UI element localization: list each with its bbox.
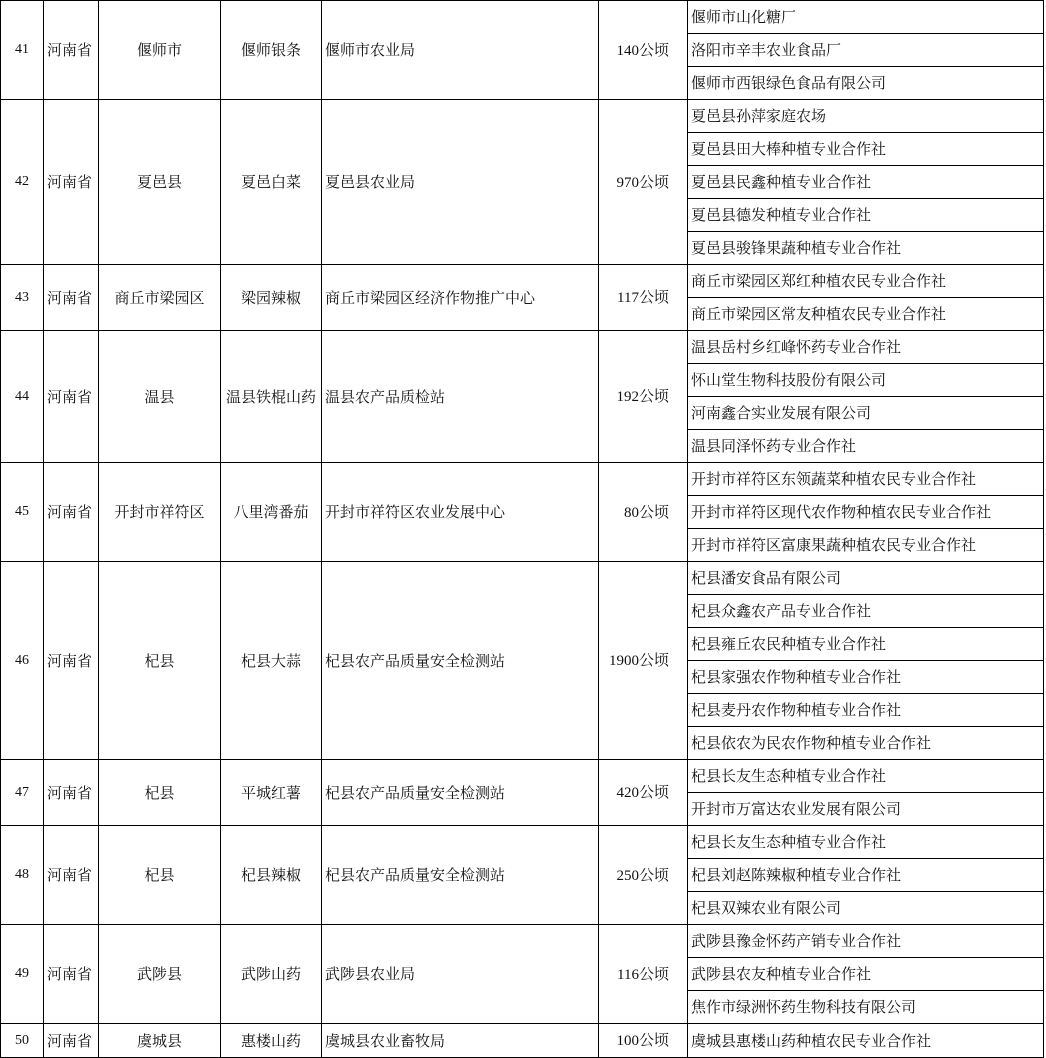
area-cell: 开封市祥符区	[99, 463, 221, 562]
enterprise-cell: 杞县依农为民农作物种植专业合作社	[688, 727, 1044, 760]
row-number: 47	[1, 760, 44, 826]
scale-unit: 公顷	[638, 865, 669, 884]
row-number: 42	[1, 100, 44, 265]
enterprise-cell: 开封市祥符区富康果蔬种植农民专业合作社	[688, 529, 1044, 562]
product-cell: 杞县辣椒	[221, 826, 322, 925]
area-cell: 温县	[99, 331, 221, 463]
scale-cell	[599, 1, 688, 100]
product-cell: 平城红薯	[221, 760, 322, 826]
scale-cell	[599, 1024, 688, 1058]
organization-cell: 虞城县农业畜牧局	[322, 1024, 599, 1058]
enterprise-cell: 偃师市西银绿色食品有限公司	[688, 67, 1044, 100]
scale-unit: 公顷	[638, 1031, 669, 1049]
province-cell: 河南省	[44, 331, 99, 463]
scale-unit: 公顷	[638, 502, 669, 521]
table-row	[1, 925, 1044, 958]
area-cell: 武陟县	[99, 925, 221, 1024]
enterprise-cell: 开封市祥符区现代农作物种植农民专业合作社	[688, 496, 1044, 529]
enterprise-cell: 温县同泽怀药专业合作社	[688, 430, 1044, 463]
enterprise-cell: 杞县双辣农业有限公司	[688, 892, 1044, 925]
enterprise-cell: 杞县众鑫农产品专业合作社	[688, 595, 1044, 628]
organization-cell: 夏邑县农业局	[322, 100, 599, 265]
scale-unit: 公顷	[638, 964, 669, 983]
scale-cell	[599, 562, 688, 760]
scale-cell	[599, 760, 688, 826]
scale-value: 140	[616, 42, 639, 59]
scale-cell	[599, 331, 688, 463]
enterprise-cell: 商丘市梁园区郑红种植农民专业合作社	[688, 265, 1044, 298]
scale-value: 420	[616, 785, 639, 801]
scale-value: 80	[623, 504, 639, 521]
table-row	[1, 331, 1044, 364]
scale-value: 1900	[608, 653, 639, 669]
province-cell: 河南省	[44, 1024, 99, 1058]
area-cell: 虞城县	[99, 1024, 221, 1058]
organization-cell: 杞县农产品质量安全检测站	[322, 826, 599, 925]
enterprise-cell: 开封市祥符区东领蔬菜种植农民专业合作社	[688, 463, 1044, 496]
organization-cell: 商丘市梁园区经济作物推广中心	[322, 265, 599, 331]
row-number: 41	[1, 1, 44, 100]
row-number: 45	[1, 463, 44, 562]
product-cell: 惠楼山药	[221, 1024, 322, 1058]
product-cell: 杞县大蒜	[221, 562, 322, 760]
province-cell: 河南省	[44, 562, 99, 760]
province-cell: 河南省	[44, 100, 99, 265]
scale-value: 100	[616, 1033, 639, 1049]
area-cell: 商丘市梁园区	[99, 265, 221, 331]
scale-cell	[599, 463, 688, 562]
scale-unit: 公顷	[638, 783, 669, 801]
enterprise-cell: 夏邑县骏锋果蔬种植专业合作社	[688, 232, 1044, 265]
organization-cell: 温县农产品质检站	[322, 331, 599, 463]
province-cell: 河南省	[44, 265, 99, 331]
scale-unit: 公顷	[638, 172, 669, 191]
scale-cell	[599, 826, 688, 925]
enterprise-cell: 杞县家强农作物种植专业合作社	[688, 661, 1044, 694]
table-row	[1, 1, 1044, 34]
enterprise-cell: 武陟县豫金怀药产销专业合作社	[688, 925, 1044, 958]
enterprise-cell: 虞城县惠楼山药种植农民专业合作社	[688, 1024, 1044, 1058]
table-row	[1, 760, 1044, 793]
row-number: 44	[1, 331, 44, 463]
table-row	[1, 1024, 1044, 1058]
product-cell: 八里湾番茄	[221, 463, 322, 562]
area-cell: 杞县	[99, 760, 221, 826]
province-cell: 河南省	[44, 1, 99, 100]
scale-unit: 公顷	[638, 288, 669, 306]
enterprise-cell: 杞县雍丘农民种植专业合作社	[688, 628, 1044, 661]
enterprise-cell: 温县岳村乡红峰怀药专业合作社	[688, 331, 1044, 364]
province-cell: 河南省	[44, 925, 99, 1024]
province-cell: 河南省	[44, 463, 99, 562]
scale-value: 192	[616, 389, 639, 405]
enterprise-cell: 杞县长友生态种植专业合作社	[688, 760, 1044, 793]
scale-value: 117	[617, 290, 639, 306]
product-cell: 温县铁棍山药	[221, 331, 322, 463]
enterprise-cell: 偃师市山化糖厂	[688, 1, 1044, 34]
enterprise-cell: 夏邑县孙萍家庭农场	[688, 100, 1044, 133]
table-row	[1, 463, 1044, 496]
organization-cell: 偃师市农业局	[322, 1, 599, 100]
enterprise-cell: 夏邑县德发种植专业合作社	[688, 199, 1044, 232]
enterprise-cell: 开封市万富达农业发展有限公司	[688, 793, 1044, 826]
enterprise-cell: 杞县麦丹农作物种植专业合作社	[688, 694, 1044, 727]
organization-cell: 杞县农产品质量安全检测站	[322, 760, 599, 826]
scale-unit: 公顷	[638, 651, 669, 669]
scale-unit: 公顷	[638, 40, 669, 59]
product-cell: 偃师银条	[221, 1, 322, 100]
enterprise-cell: 武陟县农友种植专业合作社	[688, 958, 1044, 991]
table-row	[1, 100, 1044, 133]
row-number: 50	[1, 1024, 44, 1058]
enterprise-cell: 焦作市绿洲怀药生物科技有限公司	[688, 991, 1044, 1024]
organization-cell: 武陟县农业局	[322, 925, 599, 1024]
enterprise-cell: 杞县刘赵陈辣椒种植专业合作社	[688, 859, 1044, 892]
enterprise-cell: 杞县潘安食品有限公司	[688, 562, 1044, 595]
row-number: 43	[1, 265, 44, 331]
area-cell: 夏邑县	[99, 100, 221, 265]
row-number: 48	[1, 826, 44, 925]
province-cell: 河南省	[44, 826, 99, 925]
table-body	[1, 1, 1044, 1058]
enterprise-cell: 河南鑫合实业发展有限公司	[688, 397, 1044, 430]
row-number: 49	[1, 925, 44, 1024]
scale-cell	[599, 265, 688, 331]
scale-value: 116	[617, 966, 639, 983]
table-row	[1, 265, 1044, 298]
product-cell: 武陟山药	[221, 925, 322, 1024]
enterprise-cell: 怀山堂生物科技股份有限公司	[688, 364, 1044, 397]
product-cell: 夏邑白菜	[221, 100, 322, 265]
enterprise-cell: 洛阳市辛丰农业食品厂	[688, 34, 1044, 67]
organization-cell: 开封市祥符区农业发展中心	[322, 463, 599, 562]
scale-unit: 公顷	[638, 387, 669, 405]
scale-value: 970	[616, 174, 639, 191]
area-cell: 偃师市	[99, 1, 221, 100]
scale-cell	[599, 100, 688, 265]
organization-cell: 杞县农产品质量安全检测站	[322, 562, 599, 760]
province-cell: 河南省	[44, 760, 99, 826]
table-row	[1, 826, 1044, 859]
product-cell: 梁园辣椒	[221, 265, 322, 331]
enterprise-cell: 商丘市梁园区常友种植农民专业合作社	[688, 298, 1044, 331]
area-cell: 杞县	[99, 826, 221, 925]
area-cell: 杞县	[99, 562, 221, 760]
enterprise-cell: 夏邑县田大棒种植专业合作社	[688, 133, 1044, 166]
enterprise-cell: 夏邑县民鑫种植专业合作社	[688, 166, 1044, 199]
row-number: 46	[1, 562, 44, 760]
scale-value: 250	[616, 867, 639, 884]
enterprise-cell: 杞县长友生态种植专业合作社	[688, 826, 1044, 859]
table-row	[1, 562, 1044, 595]
scale-cell	[599, 925, 688, 1024]
